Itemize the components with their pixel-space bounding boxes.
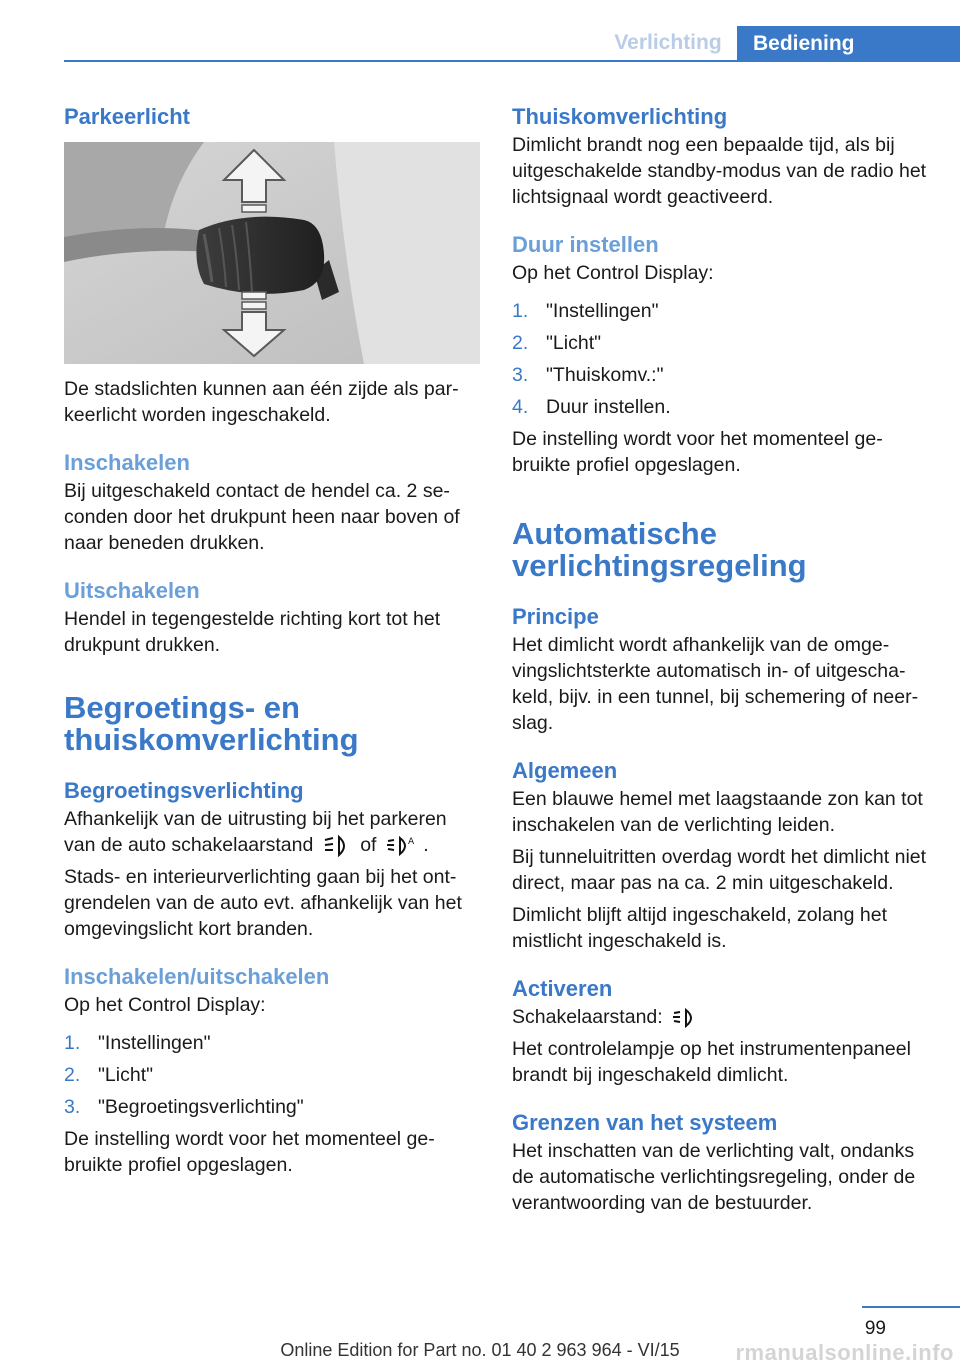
begroet-text-a: Afhankelijk van de uitrusting bij het parkeren van de auto schakelaarstand: [64, 808, 447, 856]
header-chapter-tab: Bediening: [737, 26, 960, 62]
activeren-heading: Activeren: [512, 976, 613, 1001]
grenzen-heading: Grenzen van het systeem: [512, 1110, 778, 1135]
list-item: 1. "Instellingen": [64, 1032, 211, 1054]
parking-light-switch-icon: [319, 834, 355, 858]
thuiskom-heading: Thuiskomverlichting: [512, 104, 728, 129]
begroetingsverlichting-text: [64, 806, 480, 858]
thuiskom-text: Dimlicht brandt nog een bepaalde tijd, als bij uitgeschakelde standby-modus van de radio het lichtsignaal wordt geactiveerd.: [512, 134, 927, 208]
parkeerlicht-heading: Parkeerlicht: [64, 104, 190, 129]
inuit-text: Op het Control Display:: [64, 994, 266, 1016]
edition-footer: Online Edition for Part no. 01 40 2 963 964 - VI/15: [280, 1340, 680, 1360]
list-item: 2. "Licht": [64, 1064, 154, 1086]
right-steps-list: [512, 298, 932, 420]
list-item: 1. "Instellingen": [512, 300, 659, 322]
begroet-text-end: .: [423, 834, 429, 856]
uitschakelen-text: Hendel in tegengestelde richting kort tot het drukpunt drukken.: [64, 608, 441, 656]
begroetings-main-heading: Begroetings- en thuiskomverlichting: [64, 690, 359, 757]
list-item: 2. "Licht": [512, 332, 602, 354]
auto-light-switch-icon: [382, 834, 418, 858]
activeren-text: [512, 1004, 932, 1030]
stalk-figure: [64, 142, 480, 364]
watermark: rmanualsonline.info: [735, 1340, 954, 1362]
stalk-illustration: [64, 142, 480, 364]
page-number: 99: [864, 1318, 886, 1339]
begroetingsverlichting-heading: Begroetingsverlichting: [64, 778, 304, 803]
list-item: 3. "Thuiskomv.:": [512, 364, 664, 386]
begroet-text-of: of: [360, 834, 377, 856]
principe-text: Het dimlicht wordt afhankelijk van de omgevingslichtsterkte automatisch in- of uitgeschakeld, bijv. in een tunnel, bij schemering of neerslag.: [512, 634, 919, 734]
uitschakelen-heading: Uitschakelen: [64, 578, 200, 603]
auto-lighting-main-heading: Automatische verlichtingsregeling: [512, 516, 807, 583]
left-steps-list: [64, 1030, 480, 1120]
low-beam-switch-icon: [668, 1006, 704, 1030]
duur-heading: Duur instellen: [512, 232, 659, 257]
algemeen-text-2: Bij tunneluitritten overdag wordt het dimlicht niet direct, maar pas na ca. 2 min uitgeschakeld.: [512, 846, 927, 894]
grenzen-text: Het inschatten van de verlichting valt, ondanks de automatische verlichtingsregeling, onder de verantwoording van de bestuurder.: [512, 1140, 916, 1214]
list-item: 3. "Begroetingsverlichting": [64, 1096, 304, 1118]
right-column: [512, 98, 932, 1216]
activeren-label: Schakelaarstand:: [512, 1006, 663, 1028]
inuit-heading: Inschakelen/uitschakelen: [64, 964, 330, 989]
algemeen-text-3: Dimlicht blijft altijd ingeschakeld, zolang het mistlicht ingeschakeld is.: [512, 904, 888, 952]
duur-text: Op het Control Display:: [512, 262, 714, 284]
algemeen-heading: Algemeen: [512, 758, 618, 783]
activeren-text-2: Het controlelampje op het instrumentenpaneel brandt bij ingeschakeld dimlicht.: [512, 1038, 911, 1086]
right-closing-text: De instelling wordt voor het momenteel gebruikte profiel opgeslagen.: [512, 428, 883, 476]
footer-rule: [862, 1306, 960, 1308]
algemeen-text-1: Een blauwe hemel met laagstaande zon kan tot inschakelen van de verlichting leiden.: [512, 788, 923, 836]
header-rule: [64, 60, 960, 62]
svg-text:A: A: [407, 836, 415, 847]
list-item: 4. Duur instellen.: [512, 396, 671, 418]
begroet-text-2: Stads- en interieurverlichting gaan bij het ontgrendelen van de auto evt. afhankelijk van het omgevingslicht kort branden.: [64, 866, 462, 940]
header-section-tab: Verlichting: [614, 31, 722, 54]
inschakelen-text: Bij uitgeschakeld contact de hendel ca. 2 seconden door het drukpunt heen naar boven of naar beneden drukken.: [64, 480, 460, 554]
inschakelen-heading: Inschakelen: [64, 450, 190, 475]
left-column: [64, 98, 480, 1178]
principe-heading: Principe: [512, 604, 599, 629]
parkeerlicht-text: De stadslichten kunnen aan één zijde als parkeerlicht worden ingeschakeld.: [64, 378, 459, 426]
left-closing-text: De instelling wordt voor het momenteel gebruikte profiel opgeslagen.: [64, 1128, 435, 1176]
